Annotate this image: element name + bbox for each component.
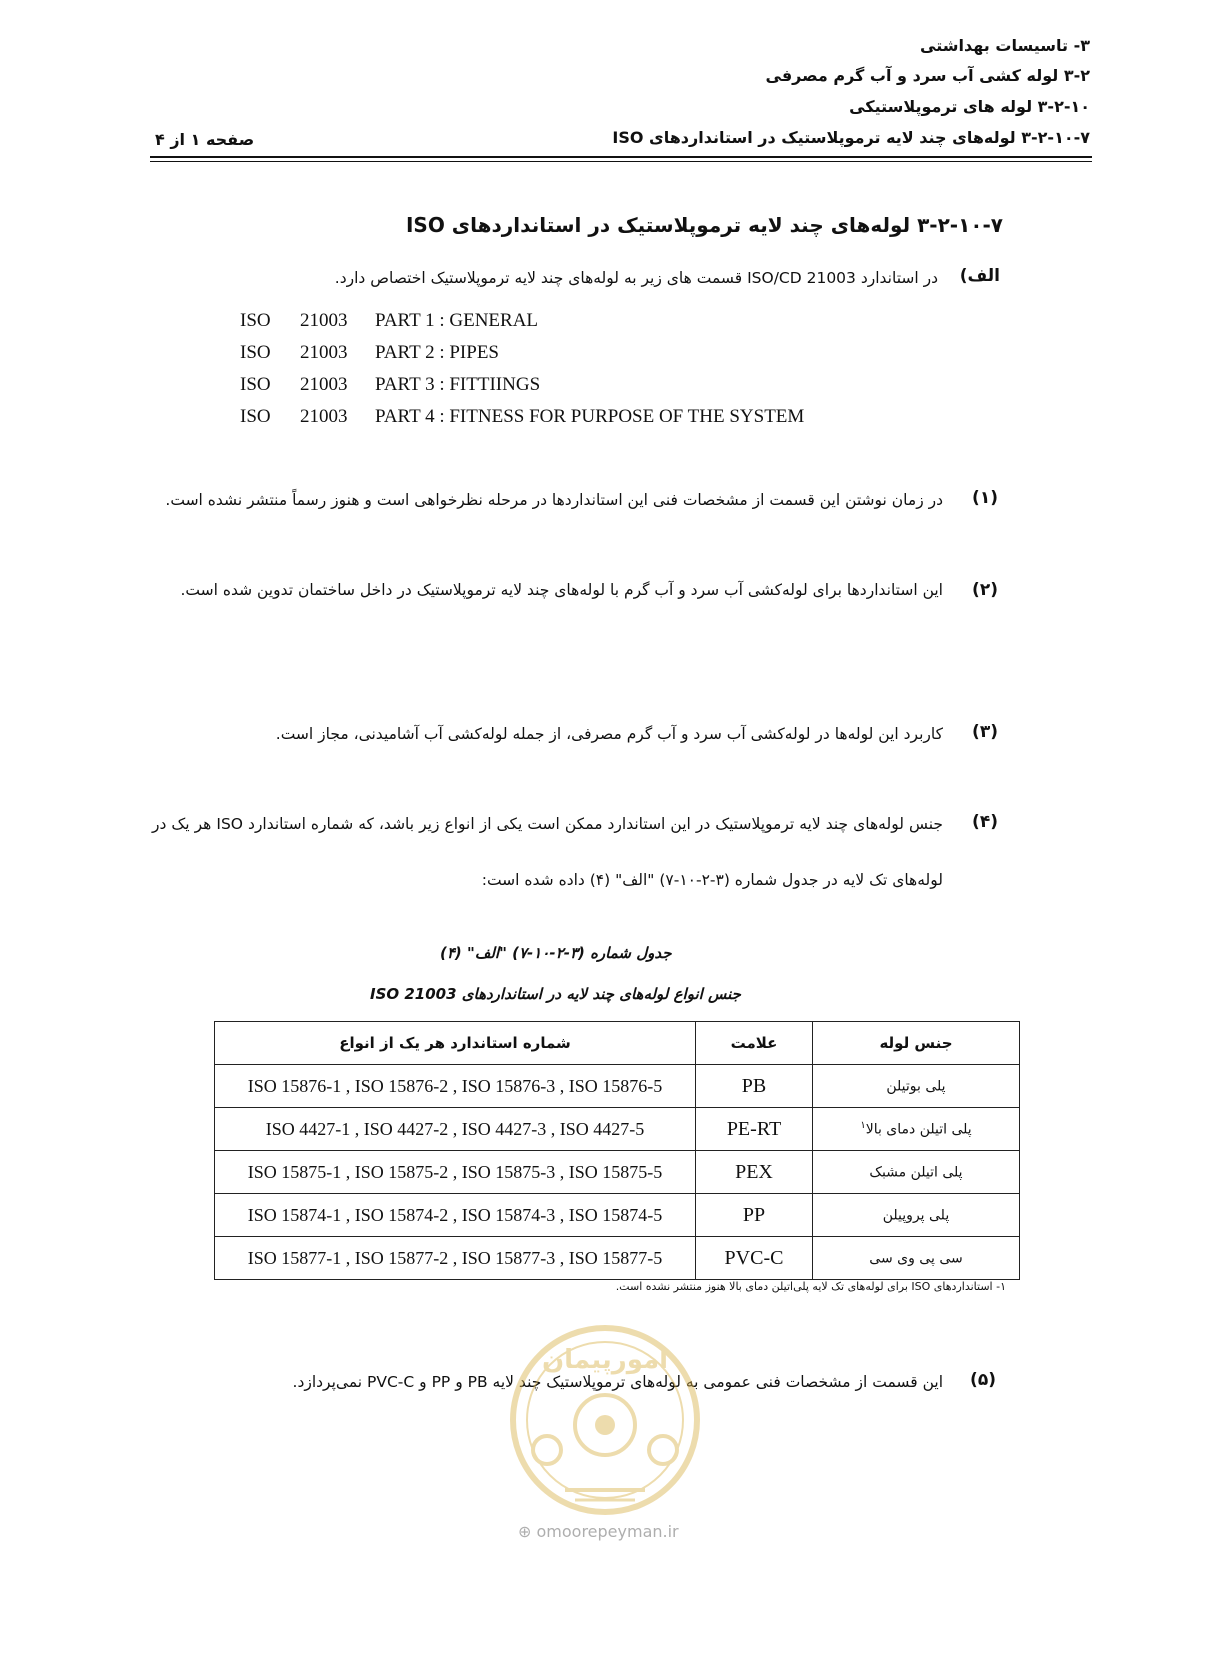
- code-cell: PE-RT: [696, 1108, 813, 1151]
- iso-part-row: ISO 21003 PART 4 : FITNESS FOR PURPOSE OF THE SYSTEM: [240, 406, 805, 427]
- watermark-logo: [505, 1320, 705, 1520]
- table-caption-number: جدول شماره (۳-۲-۱۰-۷) "الف" (۴): [440, 944, 672, 962]
- code-cell: PVC-C: [696, 1237, 813, 1280]
- header-rule-thin: [150, 161, 1092, 162]
- standards-cell: ISO 15874-1 , ISO 15874-2 , ISO 15874-3 , ISO 15874-5: [215, 1194, 696, 1237]
- note-2-marker: (۲): [972, 580, 998, 600]
- globe-icon: ⊕: [518, 1522, 532, 1541]
- note-4-marker: (۴): [972, 812, 998, 832]
- header-rule: [150, 156, 1092, 158]
- material-cell: سی پی وی سی: [813, 1237, 1020, 1280]
- note-4-text: جنس لوله‌های چند لایه ترموپلاستیک در این استاندارد ممکن است یکی از انواع زیر باشد، که شماره استاندارد ISO هر یک در لوله‌های تک لایه در جدول شماره (۳-۲-۱۰-۷) "الف" (۴) داده شده است:: [152, 815, 943, 889]
- material-cell: پلی پروپیلن: [813, 1194, 1020, 1237]
- table-row: [215, 1151, 1020, 1194]
- header-line-4: ۳-۲-۱۰-۷ لوله‌های چند لایه ترموپلاستیک در استانداردهای ISO: [612, 128, 1090, 147]
- table-row: [215, 1108, 1020, 1151]
- watermark-logo-text: امورپیمان: [541, 1345, 669, 1375]
- note-5-marker: (۵): [970, 1370, 996, 1390]
- section-a-text: در استاندارد ISO/CD 21003 قسمت های زیر به لوله‌های چند لایه ترموپلاستیک اختصاص دارد.: [334, 269, 938, 287]
- code-cell: PEX: [696, 1151, 813, 1194]
- table-header-row: [215, 1022, 1020, 1065]
- material-cell: پلی بوتیلن: [813, 1065, 1020, 1108]
- iso-part-row: ISO 21003 PART 1 : GENERAL: [240, 310, 539, 331]
- standards-cell: ISO 15875-1 , ISO 15875-2 , ISO 15875-3 , ISO 15875-5: [215, 1151, 696, 1194]
- standards-cell: ISO 4427-1 , ISO 4427-2 , ISO 4427-3 , ISO 4427-5: [215, 1108, 696, 1151]
- iso-parts-list: [240, 305, 804, 433]
- section-title: ۳-۲-۱۰-۷ لوله‌های چند لایه ترموپلاستیک در استانداردهای ISO: [405, 213, 1003, 237]
- material-cell: پلی اتیلن دمای بالا$^۱$: [813, 1108, 1020, 1151]
- standards-cell: ISO 15876-1 , ISO 15876-2 , ISO 15876-3 , ISO 15876-5: [215, 1065, 696, 1108]
- section-a-marker: الف): [959, 266, 1000, 286]
- header-line-3: ۳-۲-۱۰ لوله های ترموپلاستیکی: [849, 97, 1090, 116]
- note-1-marker: (۱): [972, 488, 998, 508]
- iso-part-row: ISO 21003 PART 2 : PIPES: [240, 342, 500, 363]
- note-2-text: این استانداردها برای لوله‌کشی آب سرد و آب گرم با لوله‌های چند لایه ترموپلاستیک در داخل ساختمان تدوین شده است.: [180, 581, 943, 599]
- code-cell: PB: [696, 1065, 813, 1108]
- materials-table: [214, 1021, 1020, 1280]
- standards-cell: ISO 15877-1 , ISO 15877-2 , ISO 15877-3 , ISO 15877-5: [215, 1237, 696, 1280]
- header-line-1: ۳- تاسیسات بهداشتی: [920, 36, 1090, 55]
- header-standards: شماره استاندارد هر یک از انواع: [215, 1022, 696, 1065]
- table-row: [215, 1065, 1020, 1108]
- iso-part-row: ISO 21003 PART 3 : FITTIINGS: [240, 374, 541, 395]
- note-5-text: این قسمت از مشخصات فنی عمومی به لوله‌های ترموپلاستیک چند لایه PB و PP و PVC-C نمی‌پردازد.: [292, 1373, 943, 1391]
- note-3-text: کاربرد این لوله‌ها در لوله‌کشی آب سرد و آب گرم مصرفی، از جمله لوله‌کشی آب آشامیدنی، مجاز است.: [275, 725, 943, 743]
- page-number: صفحه ۱ از ۴: [155, 130, 255, 149]
- watermark-url: ⊕ omoorepeyman.ir: [518, 1522, 679, 1541]
- table-row: [215, 1194, 1020, 1237]
- material-cell: پلی اتیلن مشبک: [813, 1151, 1020, 1194]
- table-caption-title: جنس انواع لوله‌های چند لایه در استانداردهای ISO 21003: [370, 985, 741, 1003]
- header-material: جنس لوله: [813, 1022, 1020, 1065]
- header-line-2: ۳-۲ لوله کشی آب سرد و آب گرم مصرفی: [765, 66, 1090, 85]
- note-1-text: در زمان نوشتن این قسمت از مشخصات فنی این استانداردها در مرحله نظرخواهی است و هنوز رسماً منتشر نشده است.: [165, 491, 943, 509]
- header-code: علامت: [696, 1022, 813, 1065]
- note-3-marker: (۳): [972, 722, 998, 742]
- table-footnote: ۱- استانداردهای ISO برای لوله‌های تک لایه پلی‌اتیلن دمای بالا هنوز منتشر نشده است.: [615, 1280, 1006, 1293]
- table-row: [215, 1237, 1020, 1280]
- code-cell: PP: [696, 1194, 813, 1237]
